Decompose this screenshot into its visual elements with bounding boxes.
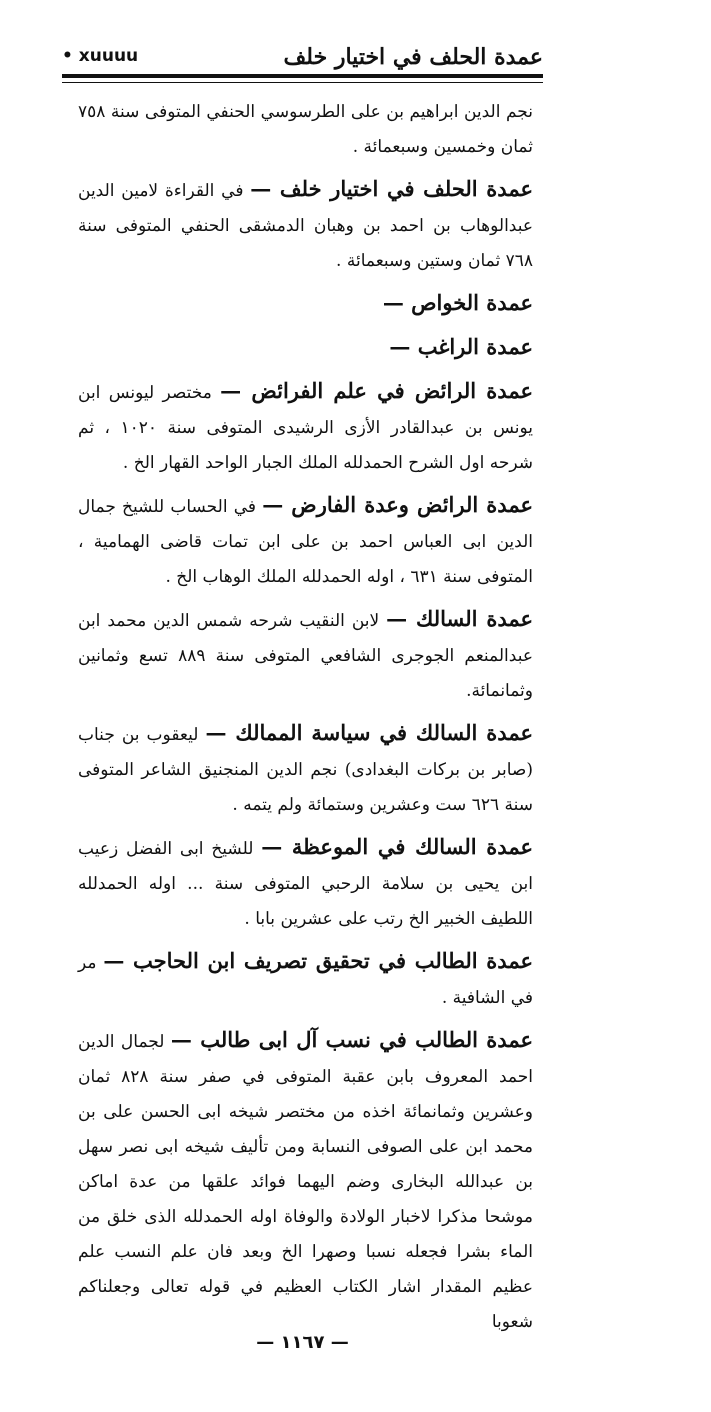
entry-text: للشيخ ابى الفضل زعيب ابن يحيى بن سلامة الرحبي المتوفى سنة ... اوله الحمدلله اللطيف الخبير الخ رتب على عشرين بابا .	[78, 839, 533, 929]
header-rule-thin	[62, 82, 543, 83]
entry	[78, 373, 533, 481]
entry-text: لجمال الدين احمد المعروف بابن عقبة المتوفى في صفر سنة ٨٢٨ ثمان وعشرين وثمانمائة اخذه من مختصر شيخه ابى الحسن على بن محمد ابن على الصوفى النسابة ومن تأليف شيخه ابى نصر سهل بن عبدالله البخارى وضم اليهما فوائد علقها من عدة اماكن موشحا مذكرا لاخبار الولادة والوفاة اوله الحمدلله الذى خلق من الماء بشرا فجعله نسبا وصهرا الخ وبعد فان علم النسب علم عظيم المقدار اشار الكتاب العظيم في قوله تعالى وجعلناكم شعوبا	[78, 1032, 533, 1332]
entry-text: في الحساب للشيخ جمال الدين ابى العباس احمد بن على ابن تمات قاضى الهمامية ، المتوفى سنة ٦٣١ ، اوله الحمدلله الملك الوهاب الخ .	[78, 497, 533, 587]
entry-title: عمدة الرائض في علم الفرائض —	[220, 378, 534, 403]
entry-title: عمدة السالك في الموعظة —	[261, 834, 533, 859]
entry	[78, 829, 533, 937]
entry	[78, 943, 533, 1016]
entry-title: عمدة الطالب في نسب آل ابى طالب —	[170, 1027, 533, 1052]
entry	[78, 1022, 533, 1340]
entry-text: في القراءة لامين الدين عبدالوهاب بن احمد بن وهبان الدمشقى الحنفي المتوفى سنة ٧٦٨ ثمان وستين وسبعمائة .	[78, 181, 533, 271]
entries-body	[78, 92, 533, 1346]
entry-text: ليعقوب بن جناب (صابر بن بركات البغدادى) نجم الدين المنجنيق الشاعر المتوفى سنة ٦٢٦ ست وعشرين وستمائة ولم يتمه .	[78, 725, 533, 815]
running-header	[62, 40, 543, 76]
entry-text: لابن النقيب شرحه شمس الدين محمد ابن عبدالمنعم الجوجرى الشافعي المتوفى سنة ٨٨٩ تسع وثمانين وثمانمائة.	[78, 611, 533, 701]
header-code: • xuuuu	[62, 46, 139, 66]
page-number: — ١١٦٧ —	[256, 1332, 349, 1353]
entry-title: عمدة الرائض وعدة الفارض —	[262, 492, 533, 517]
entry-title: عمدة الراغب —	[389, 334, 533, 359]
entry	[78, 715, 533, 823]
entry	[78, 92, 533, 165]
entry-text: مختصر ليونس ابن يونس بن عبدالقادر الأزى الرشيدى المتوفى سنة ١٠٢٠ ، ثم شرحه اول الشرح الحمدلله الملك الجبار الواحد القهار الخ .	[78, 383, 534, 473]
entry	[78, 487, 533, 595]
entry	[78, 329, 533, 367]
entry-title: عمدة الطالب في تحقيق تصريف ابن الحاجب —	[103, 948, 533, 973]
entry	[78, 285, 533, 323]
running-title: عمدة الحلف في اختيار خلف	[283, 44, 543, 70]
entry-text: نجم الدين ابراهيم بن على الطرسوسي الحنفي المتوفى سنة ٧٥٨ ثمان وخمسين وسبعمائة .	[78, 102, 533, 157]
entry-title: عمدة الخواص —	[382, 290, 533, 315]
entry-title: عمدة الحلف في اختيار خلف —	[250, 176, 533, 201]
entry-title: عمدة السالك —	[386, 606, 534, 631]
entry-text: مر في الشافية .	[78, 953, 533, 1008]
entry	[78, 601, 533, 709]
entry	[78, 171, 533, 279]
entry-title: عمدة السالك في سياسة الممالك —	[205, 720, 534, 745]
header-rule-thick	[62, 74, 543, 78]
